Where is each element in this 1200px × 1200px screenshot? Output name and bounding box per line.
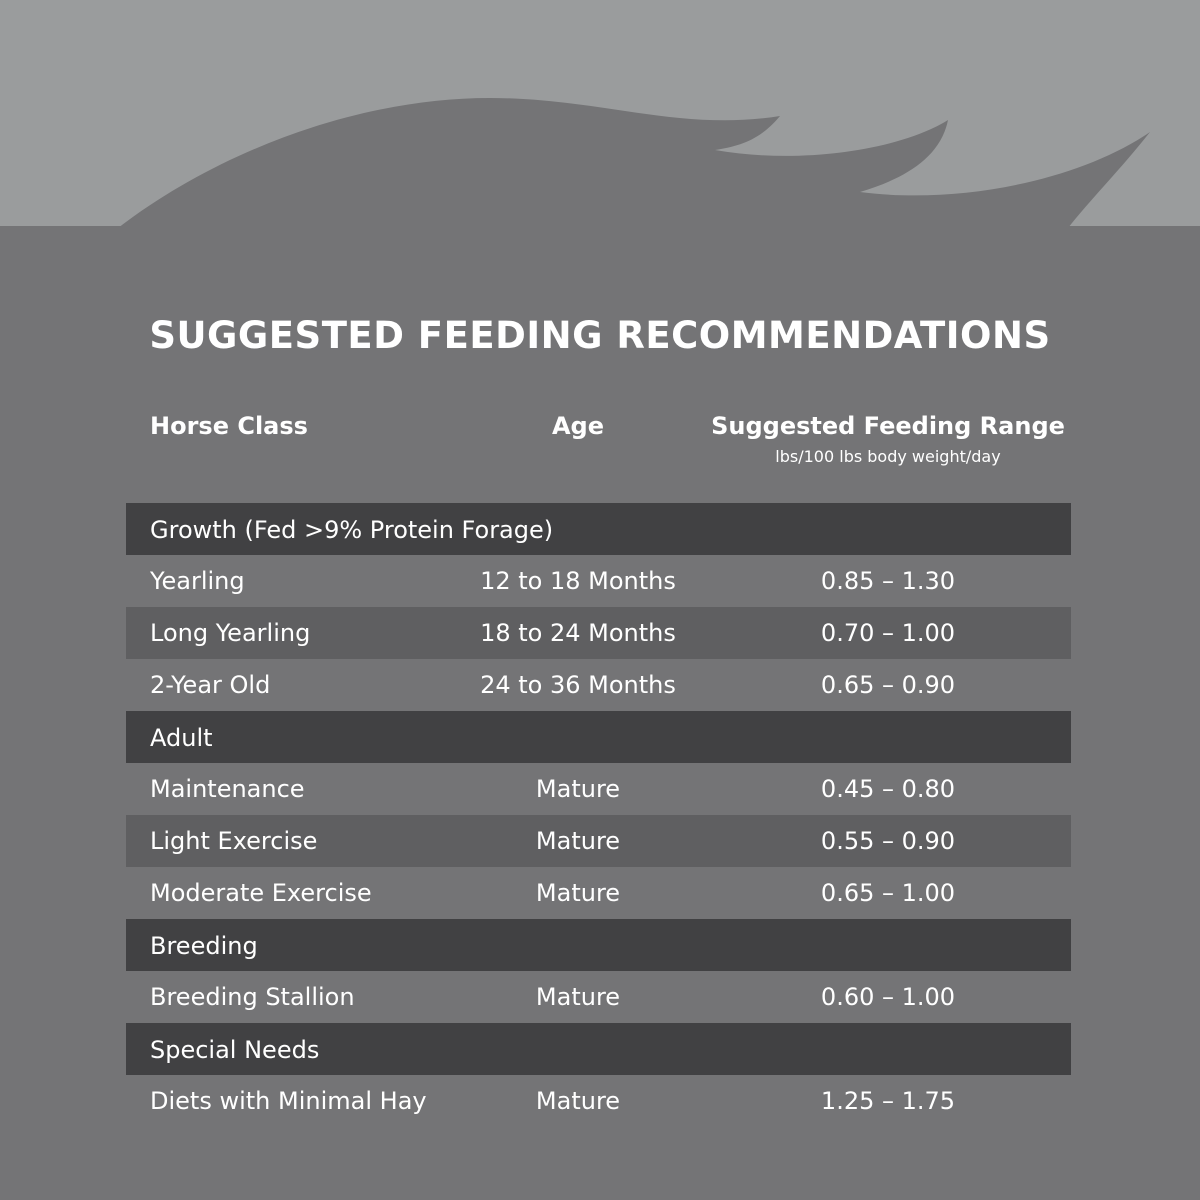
feeding-range-cell: 0.45 – 0.80 bbox=[820, 775, 956, 803]
feeding-range-cell: 0.85 – 1.30 bbox=[820, 567, 956, 595]
page-title: SUGGESTED FEEDING RECOMMENDATIONS bbox=[149, 314, 1051, 357]
age-cell: Mature bbox=[535, 983, 621, 1011]
age-cell: 12 to 18 Months bbox=[480, 567, 676, 595]
age-cell: 24 to 36 Months bbox=[480, 671, 676, 699]
column-header-feeding-range: Suggested Feeding Range bbox=[711, 412, 1065, 440]
feeding-range-cell: 0.55 – 0.90 bbox=[820, 827, 956, 855]
feeding-range-cell: 0.70 – 1.00 bbox=[820, 619, 956, 647]
horse-class-cell: Diets with Minimal Hay bbox=[150, 1087, 427, 1115]
age-cell: Mature bbox=[535, 827, 621, 855]
section-row-growth bbox=[126, 503, 1071, 555]
horse-class-cell: Maintenance bbox=[150, 775, 305, 803]
column-header-horse-class: Horse Class bbox=[150, 412, 308, 440]
table-row bbox=[126, 1075, 1071, 1127]
horse-class-cell: Breeding Stallion bbox=[150, 983, 355, 1011]
age-cell: Mature bbox=[535, 775, 621, 803]
table-row bbox=[126, 971, 1071, 1023]
section-label: Special Needs bbox=[150, 1036, 320, 1064]
table-row bbox=[126, 763, 1071, 815]
feeding-range-cell: 1.25 – 1.75 bbox=[820, 1087, 956, 1115]
feeding-table bbox=[126, 503, 1071, 1127]
table-row bbox=[126, 815, 1071, 867]
horse-class-cell: 2-Year Old bbox=[150, 671, 271, 699]
feeding-range-cell: 0.65 – 0.90 bbox=[820, 671, 956, 699]
feeding-range-cell: 0.65 – 1.00 bbox=[820, 879, 956, 907]
column-header-age: Age bbox=[551, 412, 605, 440]
column-header-range-unit: lbs/100 lbs body weight/day bbox=[775, 447, 1001, 466]
age-cell: Mature bbox=[535, 1087, 621, 1115]
horse-class-cell: Yearling bbox=[150, 567, 245, 595]
table-row bbox=[126, 659, 1071, 711]
table-row bbox=[126, 607, 1071, 659]
horse-mane-illustration bbox=[0, 0, 1200, 230]
section-row-special-needs bbox=[126, 1023, 1071, 1075]
horse-class-cell: Long Yearling bbox=[150, 619, 311, 647]
section-label: Breeding bbox=[150, 932, 258, 960]
age-cell: 18 to 24 Months bbox=[480, 619, 676, 647]
section-label: Adult bbox=[150, 724, 213, 752]
horse-class-cell: Light Exercise bbox=[150, 827, 318, 855]
table-row bbox=[126, 867, 1071, 919]
section-row-adult bbox=[126, 711, 1071, 763]
section-label: Growth (Fed >9% Protein Forage) bbox=[150, 516, 554, 544]
feeding-range-cell: 0.60 – 1.00 bbox=[820, 983, 956, 1011]
table-row bbox=[126, 555, 1071, 607]
age-cell: Mature bbox=[535, 879, 621, 907]
horse-class-cell: Moderate Exercise bbox=[150, 879, 372, 907]
section-row-breeding bbox=[126, 919, 1071, 971]
